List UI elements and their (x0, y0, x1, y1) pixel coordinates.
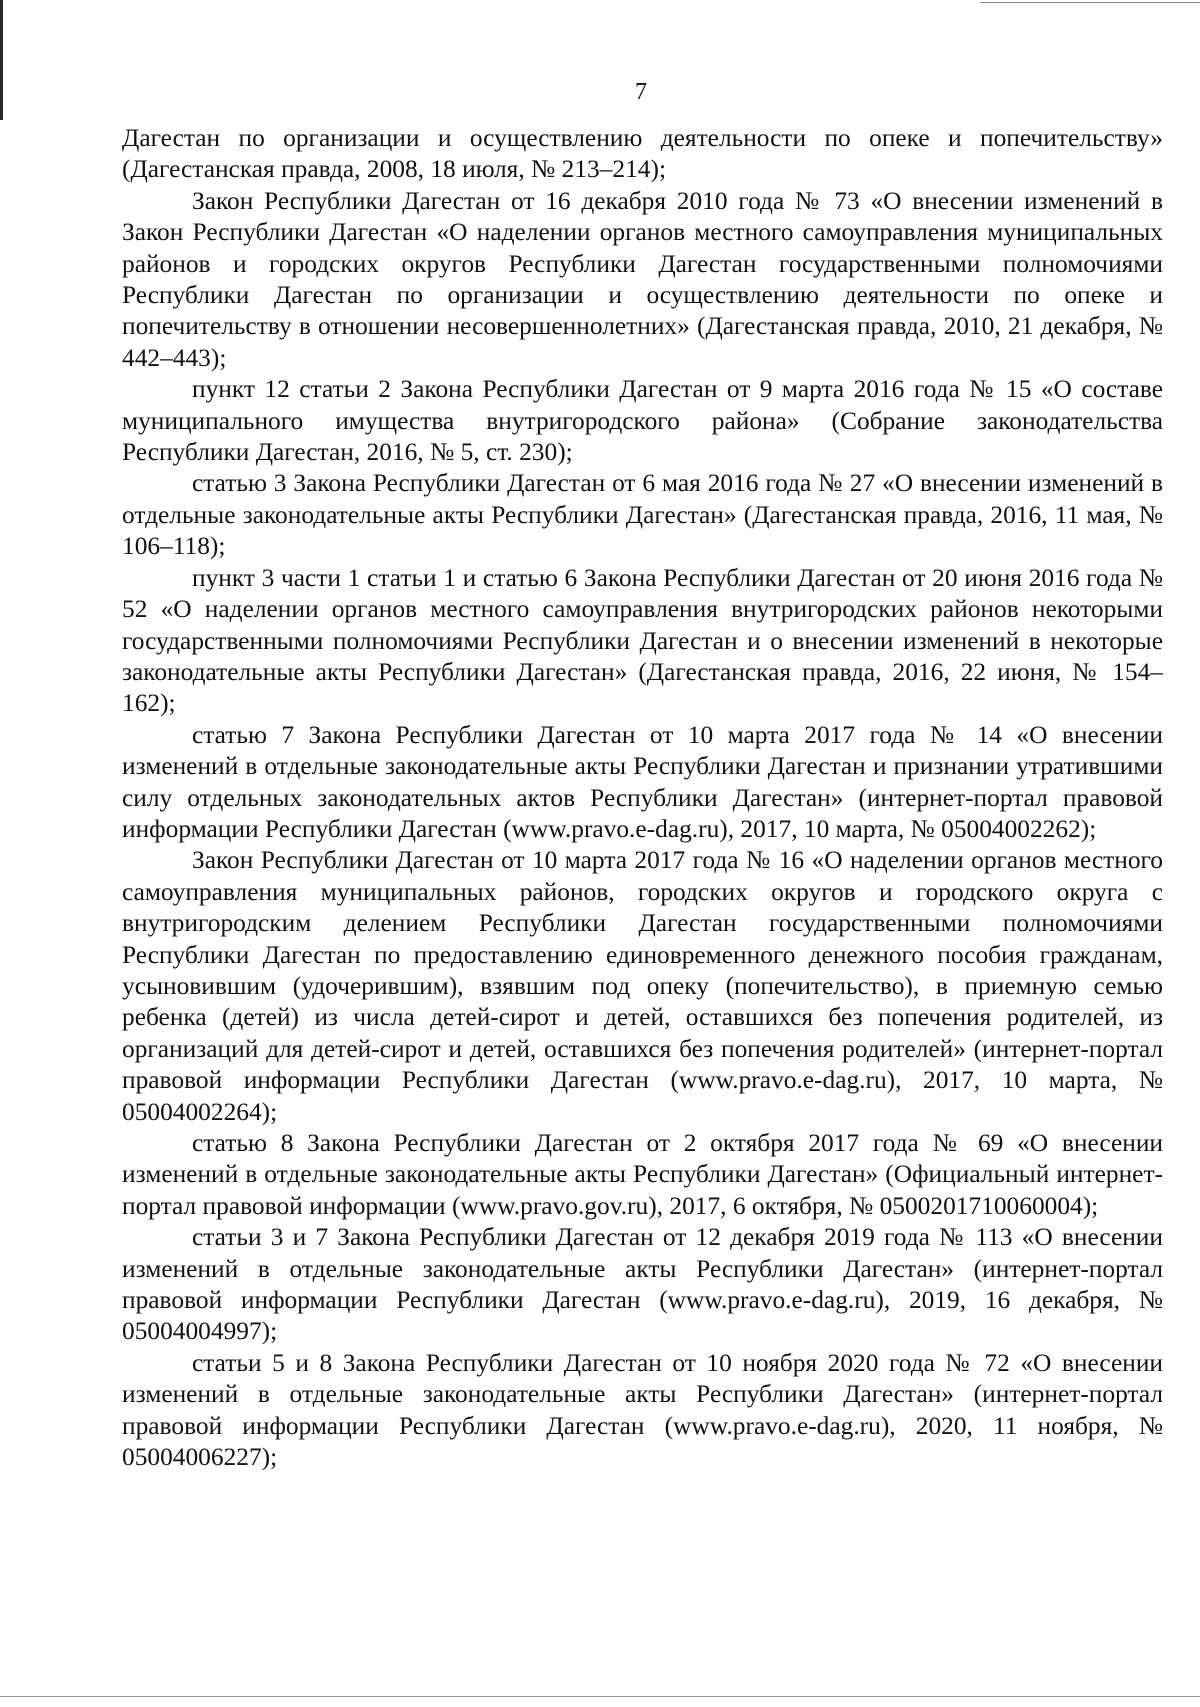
paragraph-law-2017-16: Закон Республики Дагестан от 10 марта 2017 года № 16 «О наделении органов местного самоуправления муниципальных районов, городских округов и городского округа с внутригородским делением Республики Дагестан государственными полномочиями Республики Дагестан по предоставлению единовременного денежного пособия гражданам, усыновившим (удочерившим), взявшим под опеку (попечительство), в приемную семью ребенка (детей) из числа детей-сирот и детей, оставшихся без попечения родителей, из организаций для детей-сирот и детей, оставшихся без попечения родителей» (интернет-портал правовой информации Республики Дагестан (www.pravo.e-dag.ru), 2017, 10 марта, № 05004002264); (122, 846, 1163, 1126)
paragraph-law-2016-15: пункт 12 статьи 2 Закона Республики Дагестан от 9 марта 2016 года № 15 «О составе муниципального имущества внутригородского района» (Собрание законодательства Республики Дагестан, 2016, № 5, ст. 230); (122, 375, 1163, 467)
scan-top-line (980, 2, 1200, 3)
paragraph-law-2016-27: статью 3 Закона Республики Дагестан от 6 мая 2016 года № 27 «О внесении изменений в отдельные законодательные акты Республики Дагестан» (Дагестанская правда, 2016, 11 мая, № 106–118); (122, 469, 1163, 561)
paragraph-law-2010-73: Закон Республики Дагестан от 16 декабря 2010 года № 73 «О внесении изменений в Закон Республики Дагестан «О наделении органов местного самоуправления муниципальных районов и городских округов Республики Дагестан государственными полномочиями Республики Дагестан по организации и осуществлению деятельности по опеке и попечительству в отношении несовершеннолетних» (Дагестанская правда, 2010, 21 декабря, № 442–443); (122, 186, 1163, 372)
page-number: 7 (635, 79, 647, 105)
document-body (122, 123, 1163, 1473)
paragraph-law-2020-72: статьи 5 и 8 Закона Республики Дагестан от 10 ноября 2020 года № 72 «О внесении изменений в отдельные законодательные акты Республики Дагестан» (интернет-портал правовой информации Республики Дагестан (www.pravo.e-dag.ru), 2020, 11 ноября, № 05004006227); (122, 1348, 1163, 1472)
scan-bottom-line (0, 1696, 1200, 1697)
paragraph-law-2017-69: статью 8 Закона Республики Дагестан от 2 октября 2017 года № 69 «О внесении изменений в отдельные законодательные акты Республики Дагестан» (Официальный интернет-портал правовой информации (www.pravo.gov.ru), 2017, 6 октября, № 0500201710060004); (122, 1129, 1163, 1220)
paragraph-law-2019-113: статьи 3 и 7 Закона Республики Дагестан от 12 декабря 2019 года № 113 «О внесении изменений в отдельные законодательные акты Республики Дагестан» (интернет-портал правовой информации Республики Дагестан (www.pravo.e-dag.ru), 2019, 16 декабря, № 05004004997); (122, 1223, 1163, 1346)
paragraph-law-2016-52: пункт 3 части 1 статьи 1 и статью 6 Закона Республики Дагестан от 20 июня 2016 года № 52 «О наделении органов местного самоуправления внутригородских районов некоторыми государственными полномочиями Республики Дагестан и о внесении изменений в некоторые законодательные акты Республики Дагестан» (Дагестанская правда, 2016, 22 июня, № 154–162); (122, 563, 1163, 718)
paragraph-law-2017-14: статью 7 Закона Республики Дагестан от 10 марта 2017 года № 14 «О внесении изменений в отдельные законодательные акты Республики Дагестан и признании утратившими силу отдельных законодательных актов Республики Дагестан» (интернет-портал правовой информации Республики Дагестан (www.pravo.e-dag.ru), 2017, 10 марта, № 05004002262); (122, 720, 1163, 843)
paragraph-continuation: Дагестан по организации и осуществлению деятельности по опеке и попечительству» (Дагестанская правда, 2008, 18 июля, № 213–214); (122, 124, 1163, 184)
